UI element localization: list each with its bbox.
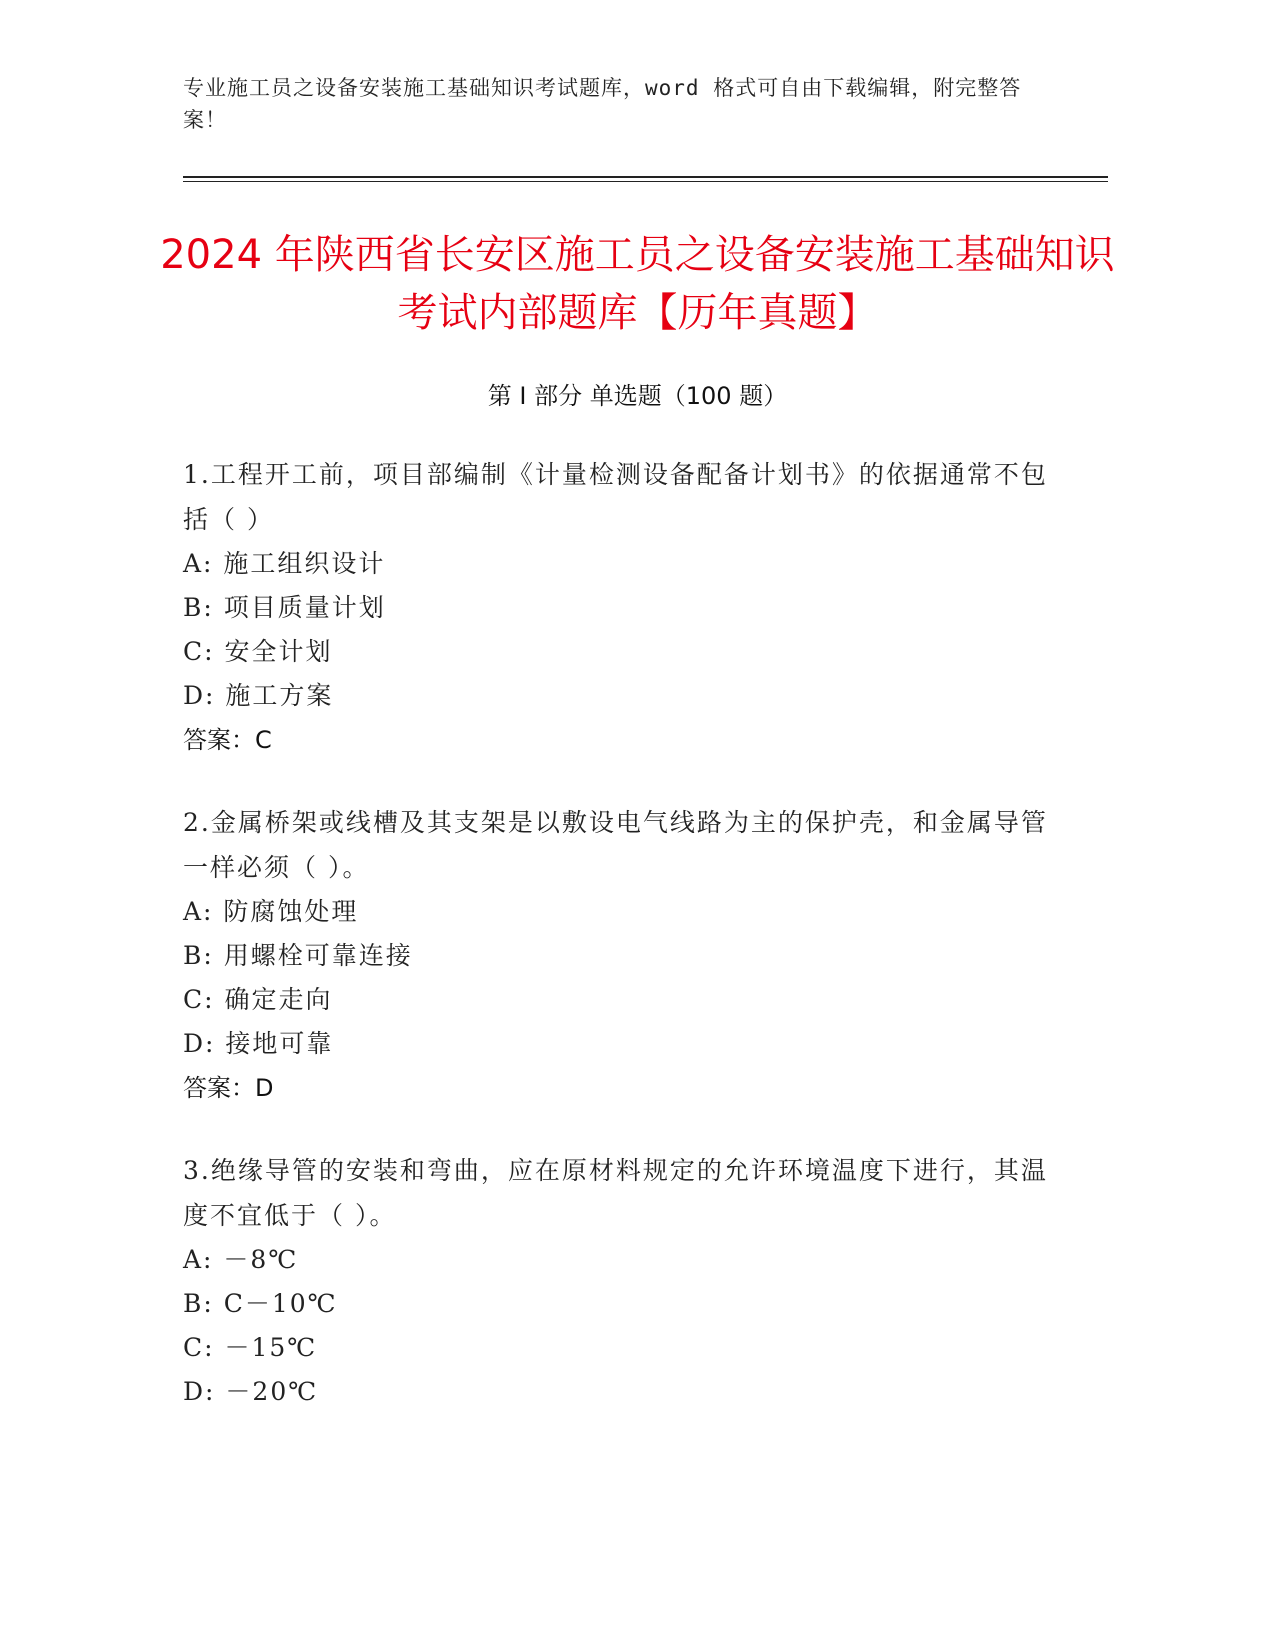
option-c: C: －15℃ xyxy=(183,1333,318,1362)
question-stem: 1.工程开工前，项目部编制《计量检测设备配备计划书》的依据通常不包括（ ） xyxy=(183,460,1048,534)
option-c: C: 确定走向 xyxy=(183,985,333,1014)
option-b: B: 用螺栓可靠连接 xyxy=(183,941,413,970)
question-3 xyxy=(183,1148,1063,1414)
option-d: D: 接地可靠 xyxy=(183,1029,334,1058)
option-b: B: C－10℃ xyxy=(183,1289,338,1318)
question-stem: 2.金属桥架或线槽及其支架是以敷设电气线路为主的保护壳，和金属导管一样必须（ ）。 xyxy=(183,808,1048,882)
option-a: A: 防腐蚀处理 xyxy=(183,897,359,926)
answer: 答案：C xyxy=(183,726,272,754)
option-c: C: 安全计划 xyxy=(183,637,333,666)
option-b: B: 项目质量计划 xyxy=(183,593,386,622)
option-a: A: 施工组织设计 xyxy=(183,549,386,578)
header-divider-thick xyxy=(183,176,1108,178)
section-heading: 第 I 部分 单选题（100 题） xyxy=(487,382,788,410)
option-a: A: －8℃ xyxy=(183,1245,299,1274)
header-note: 专业施工员之设备安装施工基础知识考试题库，word 格式可自由下载编辑，附完整答案！ xyxy=(183,76,1022,132)
header-divider-thin xyxy=(183,181,1108,182)
option-d: D: 施工方案 xyxy=(183,681,334,710)
answer: 答案：D xyxy=(183,1074,274,1102)
question-1 xyxy=(183,452,1063,762)
document-title: 2024 年陕西省长安区施工员之设备安装施工基础知识考试内部题库【历年真题】 xyxy=(160,232,1115,336)
option-d: D: －20℃ xyxy=(183,1377,319,1406)
question-stem: 3.绝缘导管的安装和弯曲，应在原材料规定的允许环境温度下进行，其温度不宜低于（ ）。 xyxy=(183,1156,1048,1230)
question-2 xyxy=(183,800,1063,1110)
